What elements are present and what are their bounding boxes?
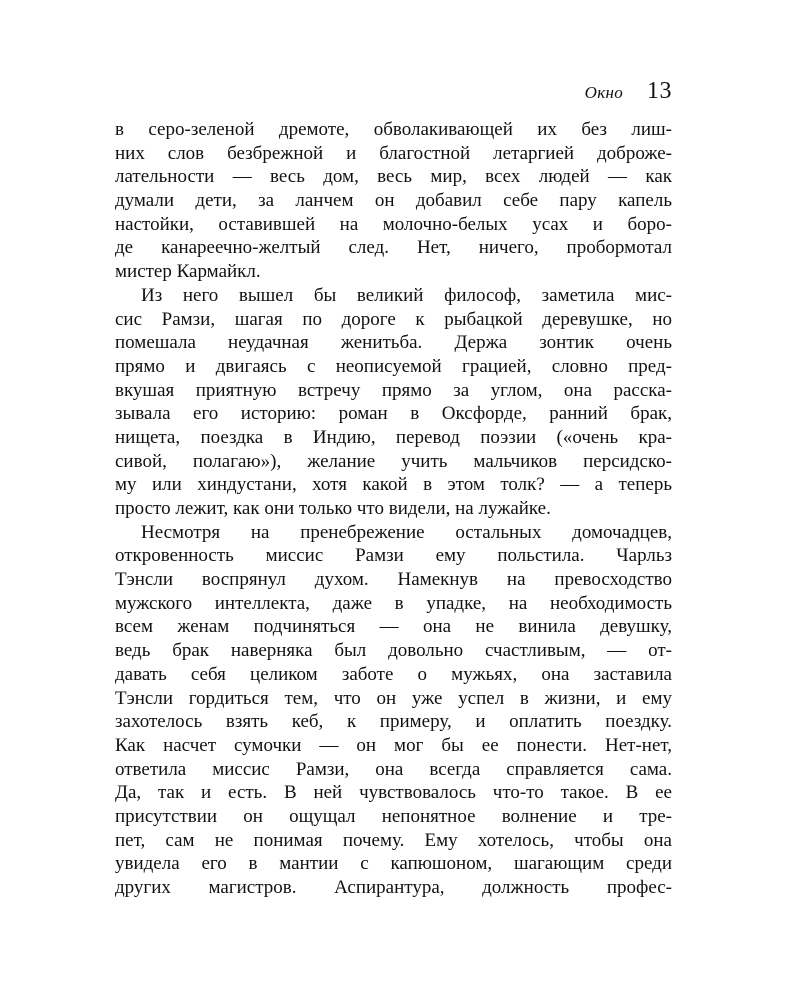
text-line: Как насчет сумочки — он мог бы ее понести. Нет-нет,	[115, 734, 672, 756]
text-line: Тэнсли воспрянул духом. Намекнув на превосходство	[115, 569, 672, 591]
text-line: ведь брак наверняка был довольно счастливым, — от-	[115, 640, 672, 662]
text-line: помешала неудачная женитьба. Держа зонтик очень	[115, 332, 672, 354]
text-line: мистер Кармайкл.	[115, 261, 261, 283]
paragraph-3	[115, 521, 672, 900]
text-line: зывала его историю: роман в Оксфорде, ранний брак,	[115, 403, 672, 425]
paragraph-2	[115, 284, 672, 521]
text-line: вкушая приятную встречу прямо за углом, она расска-	[115, 379, 672, 401]
text-line: Тэнсли гордиться тем, что он уже успел в жизни, и ему	[115, 687, 672, 709]
text-line: других магистров. Аспирантура, должность профес-	[115, 877, 672, 898]
text-line: пет, сам не понимая почему. Ему хотелось, чтобы она	[115, 829, 672, 851]
text-line: просто лежит, как они только что видели, на лужайке.	[115, 498, 551, 519]
text-line: откровенность миссис Рамзи ему польстила. Чарльз	[115, 545, 672, 567]
text-line: ответила миссис Рамзи, она всегда справляется сама.	[115, 758, 672, 780]
text-line: де канареечно-желтый след. Нет, ничего, пробормотал	[115, 237, 672, 259]
text-line: сивой, полагаю»), желание учить мальчиков персидско-	[115, 450, 672, 472]
text-line: думали дети, за ланчем он добавил себе пару капель	[115, 190, 672, 212]
text-line: давать себя целиком заботе о мужьях, она заставила	[115, 663, 672, 685]
text-line: Из него вышел бы великий философ, заметила мис-	[141, 284, 672, 306]
text-line: Несмотря на пренебрежение остальных домочадцев,	[141, 521, 672, 543]
text-line: настойки, оставившей на молочно-белых усах и боро-	[115, 213, 672, 235]
text-line: лательности — весь дом, весь мир, всех людей — как	[115, 166, 672, 188]
paragraph-1	[115, 118, 672, 284]
text-line: сис Рамзи, шагая по дороге к рыбацкой деревушке, но	[115, 308, 672, 330]
page-header	[115, 78, 672, 108]
body-text	[115, 118, 672, 900]
text-line: увидела его в мантии с капюшоном, шагающим среди	[115, 853, 672, 875]
text-line: нищета, поездка в Индию, перевод поэзии («очень кра-	[115, 426, 672, 448]
text-line: прямо и двигаясь с неописуемой грацией, словно пред-	[115, 355, 672, 377]
text-line: му или хиндустани, хотя какой в этом толк? — а теперь	[115, 474, 672, 496]
text-line: присутствии он ощущал непонятное волнение и тре-	[115, 805, 672, 827]
text-line: всем женам подчиняться — она не винила девушку,	[115, 616, 672, 638]
text-line: захотелось взять кеб, к примеру, и оплатить поездку.	[115, 711, 672, 733]
text-line: мужского интеллекта, даже в упадке, на необходимость	[115, 592, 672, 614]
text-line: них слов безбрежной и благостной летаргией доброже-	[115, 142, 672, 164]
running-title: Окно	[584, 83, 623, 102]
page-number: 13	[647, 78, 672, 104]
text-line: Да, так и есть. В ней чувствовалось что-то такое. В ее	[115, 782, 672, 804]
text-line: в серо-зеленой дремоте, обволакивающей их без лиш-	[115, 119, 672, 140]
